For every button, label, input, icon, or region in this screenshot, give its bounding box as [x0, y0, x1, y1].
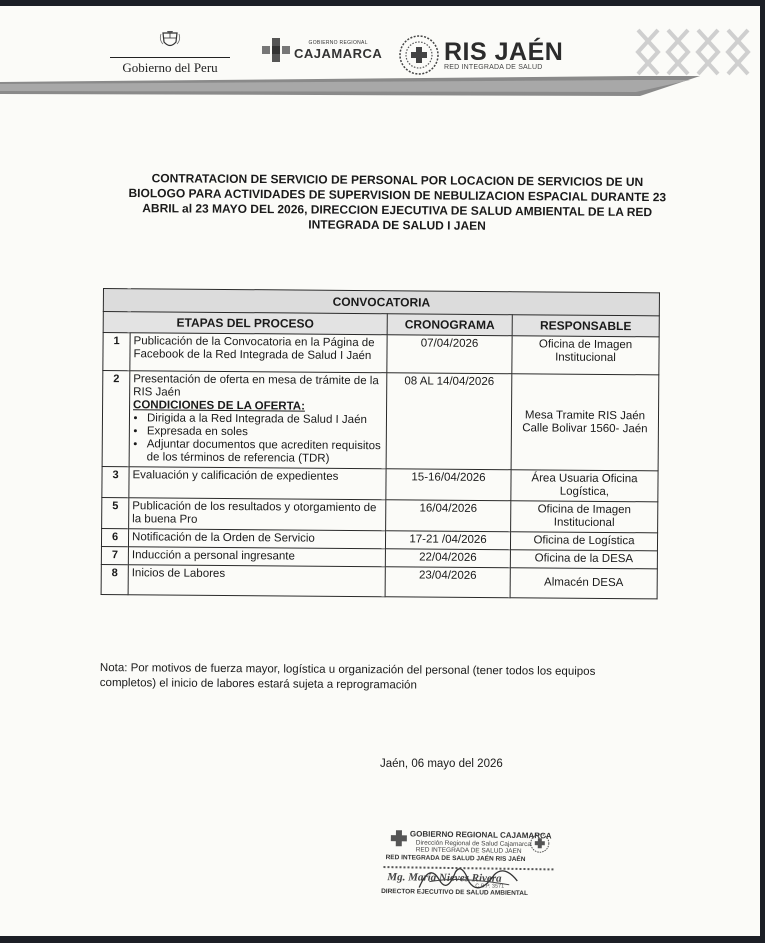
row-stage: Inducción a personal ingresante	[128, 547, 385, 567]
cajamarca-sub: GOBIERNO REGIONAL	[308, 39, 368, 46]
peru-shield-icon	[159, 30, 181, 50]
row-stage: Notificación de la Orden de Servicio	[128, 529, 385, 549]
row-date: 15-16/04/2026	[386, 469, 511, 501]
table-row	[101, 564, 657, 598]
gobierno-peru-logo	[108, 30, 232, 76]
table-row	[102, 466, 658, 501]
header-pattern-decoration	[628, 26, 758, 78]
row-resp: Oficina de Imagen Institucional	[511, 501, 658, 533]
official-stamp	[379, 829, 560, 902]
note-text: Nota: Por motivos de fuerza mayor, logística u organización del personal (tener todos los equipos completos) el inicio de labores estará sujeta a reprogramación	[99, 661, 596, 692]
row-stage: Evaluación y calificación de expedientes	[129, 467, 386, 500]
row-num: 7	[101, 546, 128, 564]
row-num: 1	[103, 333, 130, 371]
place-date: Jaén, 06 mayo del 2026	[380, 758, 503, 770]
row-date: 08 AL 14/04/2026	[386, 373, 512, 470]
col-header-stage: ETAPAS DEL PROCESO	[103, 312, 387, 335]
row-stage: Inicios de Labores	[128, 565, 385, 597]
col-header-date: CRONOGRAMA	[387, 314, 512, 336]
schedule-table	[101, 288, 660, 599]
handwritten-signature	[399, 857, 550, 899]
conditions-list	[133, 412, 383, 466]
ris-jaen-logo	[398, 34, 563, 76]
row-stage: Presentación de oferta en mesa de trámite de la RIS Jaén	[133, 373, 379, 399]
row-resp: Mesa Tramite RIS Jaén Calle Bolivar 1560- Jaén	[511, 374, 659, 471]
row-num: 5	[102, 497, 129, 528]
ris-sub: RED INTEGRADA DE SALUD	[444, 63, 543, 71]
signer-cbp: C.B.P. 3571	[475, 883, 505, 890]
table-row	[102, 371, 659, 471]
bottom-bar	[0, 936, 765, 943]
stamp-cross-icon	[390, 829, 408, 847]
table-caption: CONVOCATORIA	[103, 289, 659, 316]
signer-role: DIRECTOR EJECUTIVO DE SALUD AMBIENTAL	[381, 888, 529, 898]
row-resp: Oficina de Logística	[510, 532, 657, 551]
stamp-line4: RED INTEGRADA DE SALUD JAÉN RIS JAÉN	[385, 854, 526, 864]
list-item: • Expresada en soles	[147, 425, 383, 440]
row-resp: Oficina de Imagen Institucional	[512, 336, 659, 375]
header-swoosh-band	[0, 72, 760, 102]
row-stage: Publicación de los resultados y otorgamiento de la buena Pro	[129, 498, 386, 531]
row-date: 22/04/2026	[385, 549, 510, 568]
row-date: 16/04/2026	[386, 500, 511, 532]
cajamarca-logo	[260, 36, 382, 64]
gobierno-text: Gobierno del Peru	[122, 60, 218, 75]
row-num: 6	[101, 528, 128, 546]
table-row	[102, 497, 658, 532]
ris-main: RIS JAÉN	[444, 37, 564, 66]
row-num: 3	[102, 466, 129, 497]
stamp-line3: RED INTEGRADA DE SALUD JAEN	[415, 846, 522, 855]
row-stage: Publicación de la Convocatoria en la Página de Facebook de la Red Integrada de Salud I Jaén	[130, 333, 387, 373]
list-item: • Adjuntar documentos que acrediten requisitos de los términos de referencia (TDR)	[147, 438, 383, 466]
document-page	[0, 6, 760, 936]
col-header-resp: RESPONSABLE	[512, 315, 659, 337]
list-item: • Dirigida a la Red Integrada de Salud I Jaén	[147, 412, 383, 427]
row-date: 23/04/2026	[385, 567, 510, 598]
row-resp: Almacén DESA	[510, 568, 657, 599]
stamp-line1: GOBIERNO REGIONAL CAJAMARCA	[409, 829, 552, 841]
row-num: 8	[101, 564, 128, 594]
table-row	[103, 333, 659, 375]
row-num: 2	[102, 371, 130, 467]
row-date: 17-21 /04/2026	[385, 531, 510, 550]
ris-seal-icon	[398, 34, 440, 76]
row-date: 07/04/2026	[387, 335, 512, 374]
document-title: CONTRATACION DE SERVICIO DE PERSONAL POR LOCACION DE SERVICIOS DE UN BIOLOGO PARA ACTIVIDADES DE SUPERVISION DE NEBULIZACION ESPACIAL DURANTE 23 ABRIL al 23 MAYO DEL 2026, DIRECCION EJECUTIVA DE SALUD AMBIENTAL DE LA RED INTEGRADA DE SALUD I JAEN	[128, 171, 667, 233]
stamp-line2: Dirección Regional de Salud Cajamarca	[415, 839, 532, 849]
row-stage-cell	[129, 371, 387, 469]
row-resp: Área Usuaria Oficina Logística,	[511, 470, 658, 502]
row-resp: Oficina de la DESA	[510, 550, 657, 569]
cajamarca-cross-icon	[260, 36, 294, 64]
conditions-title: CONDICIONES DE LA OFERTA:	[133, 399, 305, 413]
cajamarca-main: CAJAMARCA	[294, 45, 383, 61]
signer-name: Mg. Maria Nieves Rivera	[387, 871, 502, 885]
